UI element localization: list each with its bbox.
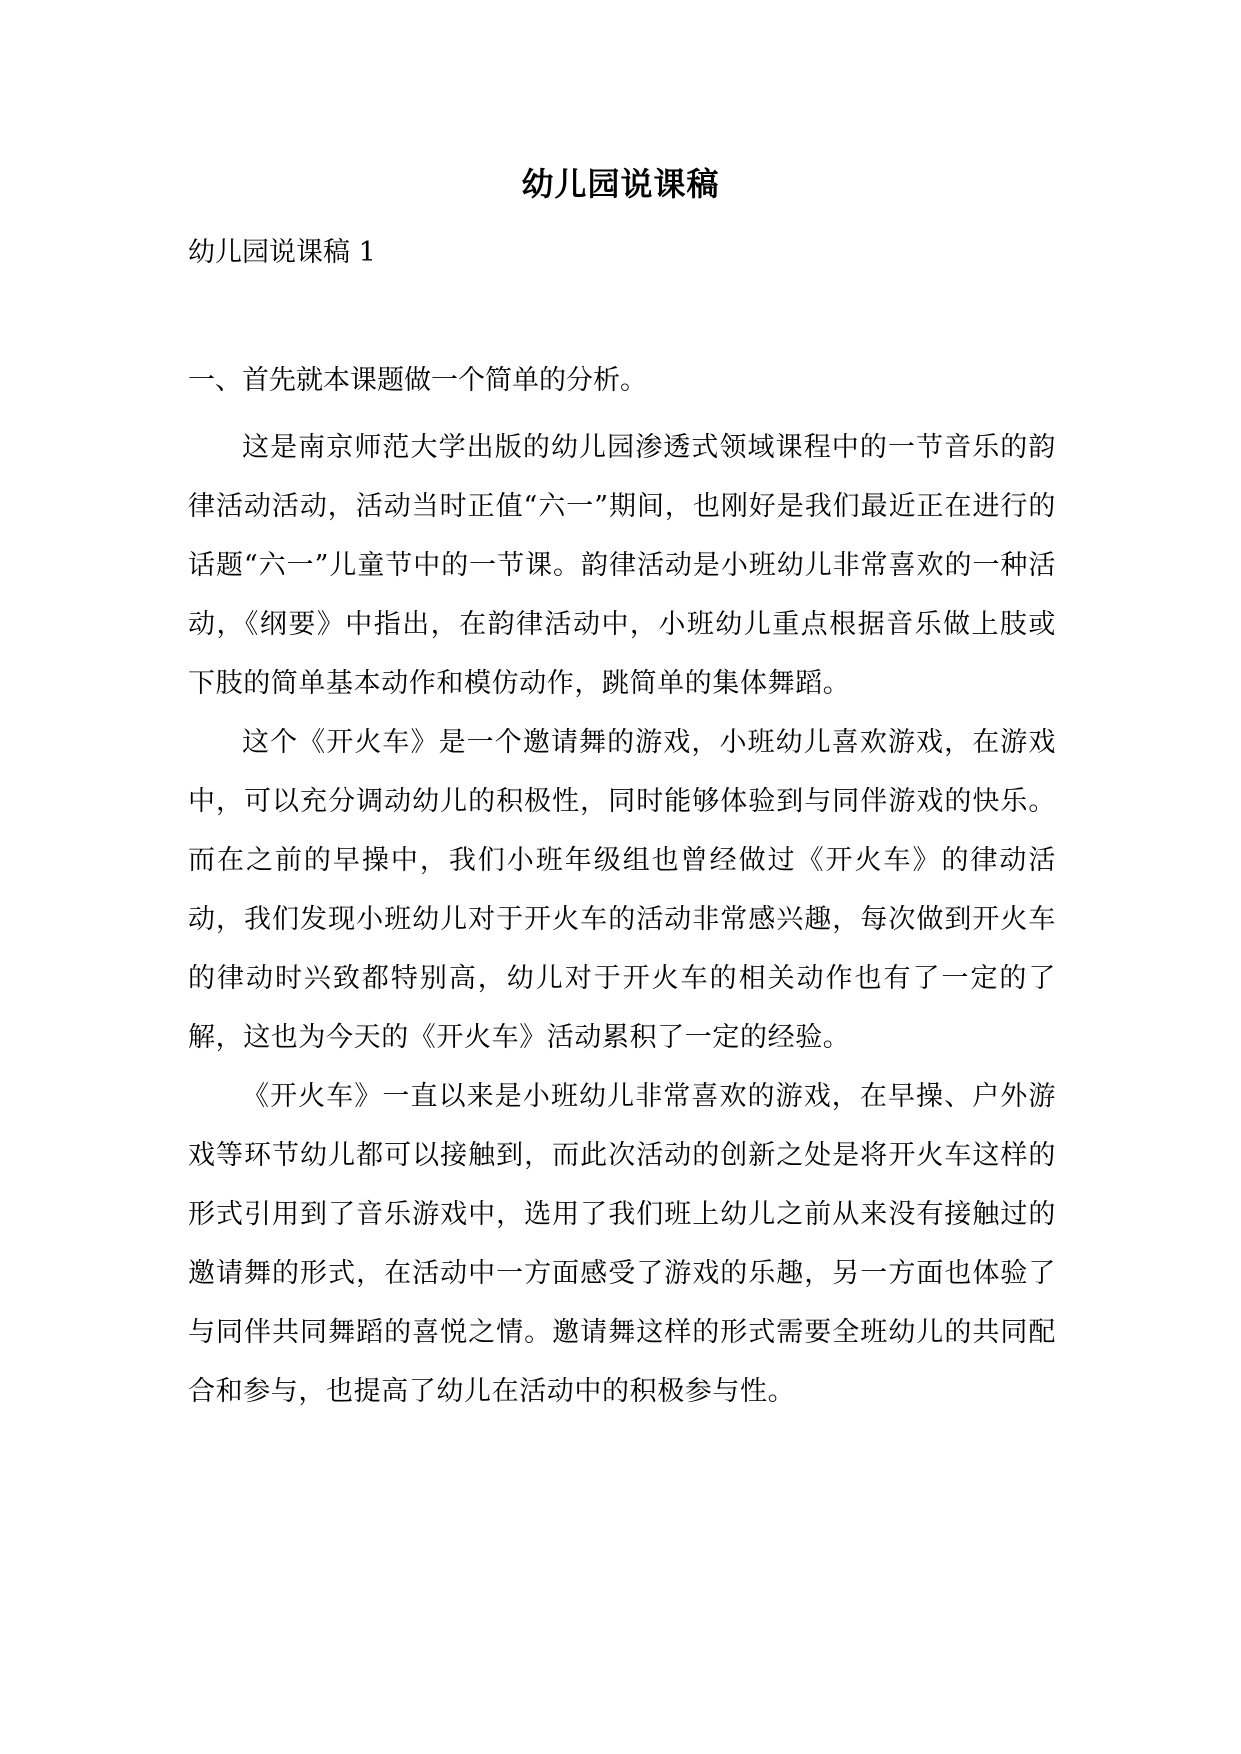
section-heading: 一、首先就本课题做一个简单的分析。: [188, 365, 647, 396]
paragraph-1: 这是南京师范大学出版的幼儿园渗透式领域课程中的一节音乐的韵律活动活动，活动当时正值“六一”期间，也刚好是我们最近正在进行的话题“六一”儿童节中的一节课。韵律活动是小班幼儿非常喜欢的一种活动，《纲要》中指出，在韵律活动中，小班幼儿重点根据音乐做上肢或下肢的简单基本动作和模仿动作，跳简单的集体舞蹈。: [188, 432, 1056, 699]
paragraph-2: 这个《开火车》是一个邀请舞的游戏，小班幼儿喜欢游戏，在游戏中，可以充分调动幼儿的积极性，同时能够体验到与同伴游戏的快乐。而在之前的早操中，我们小班年级组也曾经做过《开火车》的律动活动，我们发现小班幼儿对于开火车的活动非常感兴趣，每次做到开火车的律动时兴致都特别高，幼儿对于开火车的相关动作也有了一定的了解，这也为今天的《开火车》活动累积了一定的经验。: [188, 727, 1056, 1053]
document-body: [188, 418, 1056, 1421]
document-title: 幼儿园说课稿: [521, 165, 720, 203]
document-subtitle: 幼儿园说课稿 1: [188, 237, 376, 268]
paragraph-3: 《开火车》一直以来是小班幼儿非常喜欢的游戏，在早操、户外游戏等环节幼儿都可以接触到，而此次活动的创新之处是将开火车这样的形式引用到了音乐游戏中，选用了我们班上幼儿之前从来没有接触过的邀请舞的形式，在活动中一方面感受了游戏的乐趣，另一方面也体验了与同伴共同舞蹈的喜悦之情。邀请舞这样的形式需要全班幼儿的共同配合和参与，也提高了幼儿在活动中的积极参与性。: [188, 1081, 1056, 1407]
